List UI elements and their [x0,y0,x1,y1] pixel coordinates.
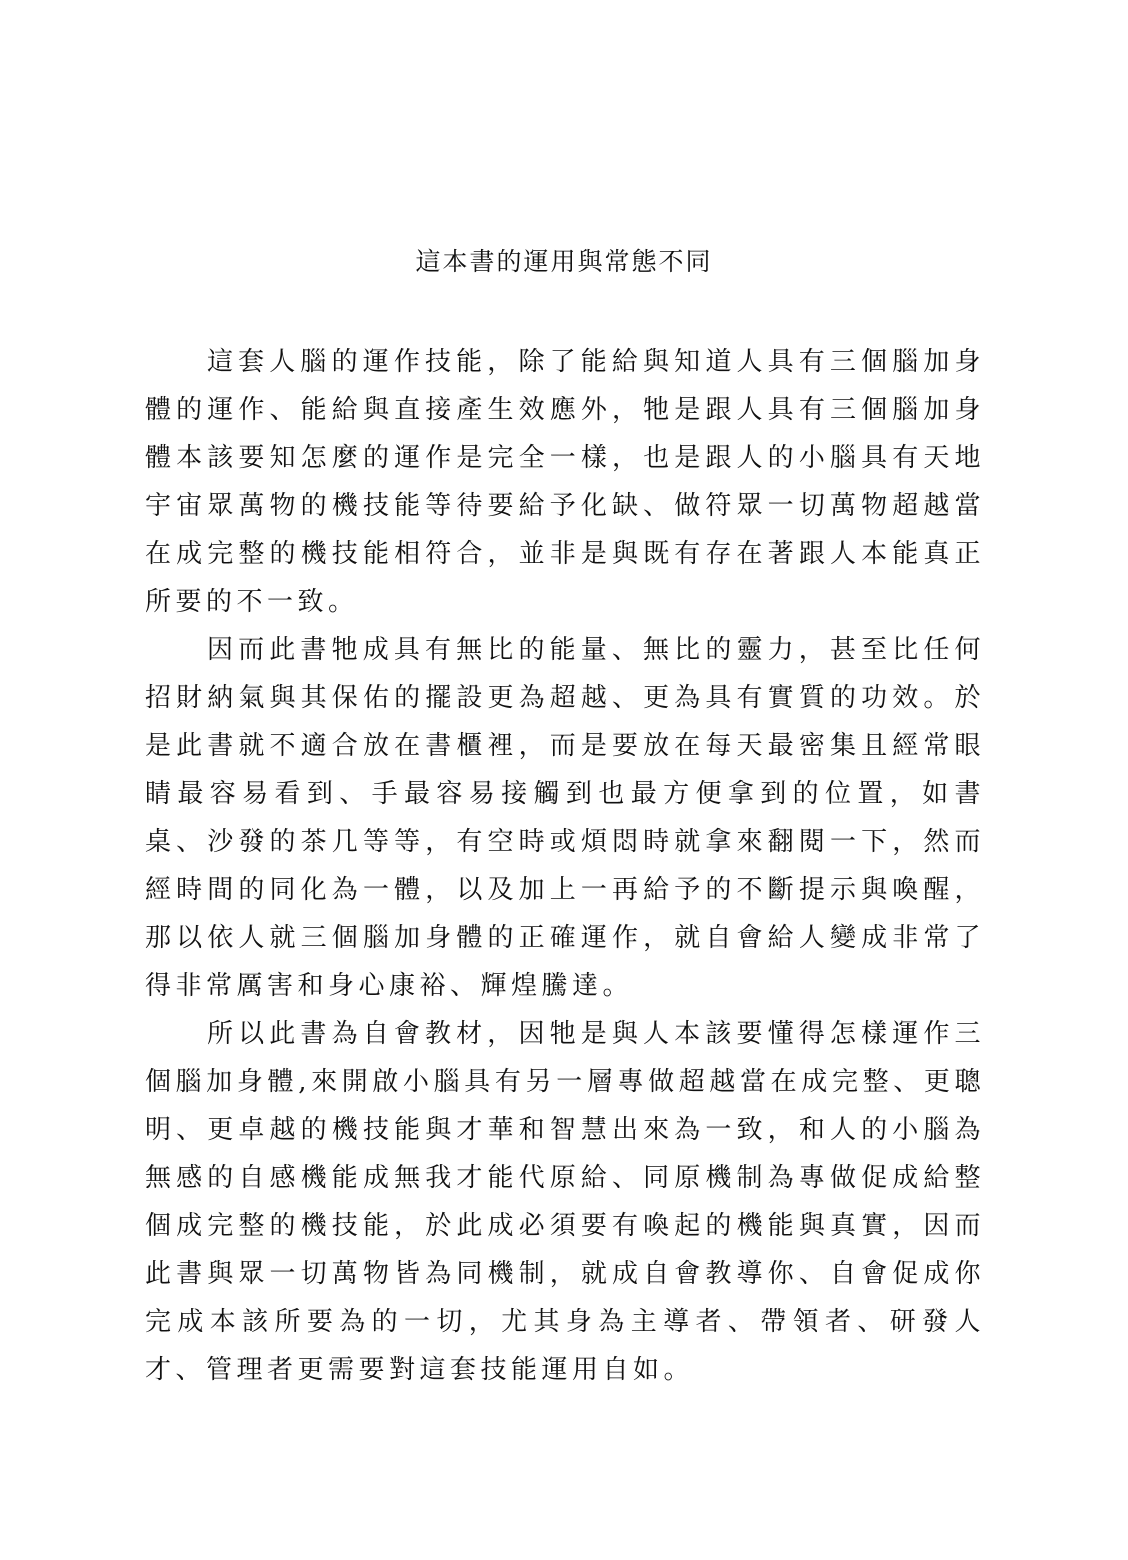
paragraph-2: 因而此書牠成具有無比的能量、無比的靈力，甚至比任何招財納氣與其保佑的擺設更為超越、更為具有實質的功效。於是此書就不適合放在書櫃裡，而是要放在每天最密集且經常眼睛最容易看到、手最容易接觸到也最方便拿到的位置，如書桌、沙發的茶几等等，有空時或煩悶時就拿來翻閱一下，然而經時間的同化為一體，以及加上一再給予的不斷提示與喚醒，那以依人就三個腦加身體的正確運作，就自會給人變成非常了得非常厲害和身心康裕、輝煌騰達。 [145,635,985,1001]
paragraph-3: 所以此書為自會教材，因牠是與人本該要懂得怎樣運作三個腦加身體,來開啟小腦具有另一層專做超越當在成完整、更聰明、更卓越的機技能與才華和智慧出來為一致，和人的小腦為無感的自感機能成無我才能代原給、同原機制為專做促成給整個成完整的機技能，於此成必須要有喚起的機能與真實，因而此書與眾一切萬物皆為同機制，就成自會教導你、自會促成你完成本該所要為的一切，尤其身為主導者、帶領者、研發人才、管理者更需要對這套技能運用自如。 [145,1019,985,1385]
body-text [145,338,985,1394]
page-title: 這本書的運用與常態不同 [415,247,713,276]
paragraph-1: 這套人腦的運作技能，除了能給與知道人具有三個腦加身體的運作、能給與直接產生效應外，牠是跟人具有三個腦加身體本該要知怎麼的運作是完全一樣，也是跟人的小腦具有天地宇宙眾萬物的機技能等待要給予化缺、做符眾一切萬物超越當在成完整的機技能相符合，並非是與既有存在著跟人本能真正所要的不一致。 [145,347,985,617]
